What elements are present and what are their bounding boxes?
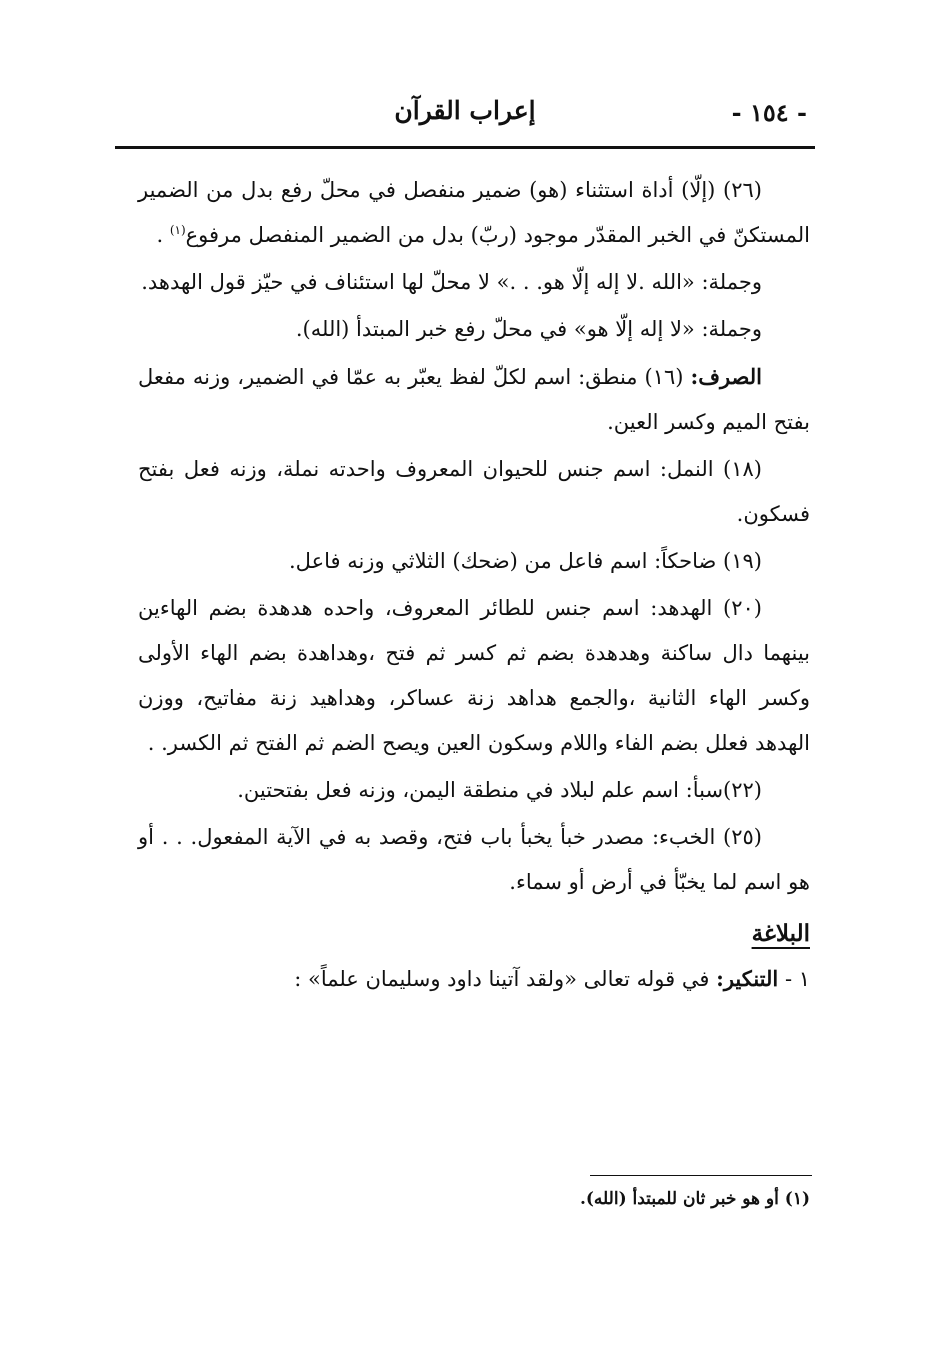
page-number: - ١٥٤ - <box>731 98 807 127</box>
paragraph-sarf-25: (٢٥) الخبء: مصدر خبأ يخبأ باب فتح، وقصد به في الآية المفعول. . . أو هو اسم لما يخبّأ في أرض أو سماء. <box>138 825 810 894</box>
page-body <box>138 168 810 1004</box>
paragraph-text: (١٦) منطق: اسم لكلّ لفظ يعبّر به عمّا في الضمير، وزنه مفعل بفتح الميم وكسر العين. <box>138 365 810 434</box>
paragraph-text: (٢٦) (إلّا) أداة استثناء (هو) ضمير منفصل في محلّ رفع بدل من الضمير المستكنّ في الخبر المقدّر موجود (ربّ) بدل من الضمير المنفصل مرفوع <box>138 178 810 247</box>
item-text: في قوله تعالى «ولقد آتينا داود وسليمان علماً» : <box>294 967 717 991</box>
page-header <box>115 92 815 144</box>
paragraph-irab-26 <box>138 168 810 258</box>
section-title-balagha: البلاغة <box>751 920 810 947</box>
balagha-item-1 <box>138 956 810 1002</box>
paragraph-sarf-16 <box>138 354 810 445</box>
item-number: ١ - <box>784 967 810 991</box>
paragraph-sarf-22: (٢٢)سبأ: اسم علم لبلاد في منطقة اليمن، وزنه فعل بفتحتين. <box>237 778 762 802</box>
footnote-reference: (١) <box>169 223 186 237</box>
header-rule <box>115 146 815 149</box>
running-title: إعراب القرآن <box>394 96 536 125</box>
footnote: (١) أو هو خبر ثان للمبتدأ (الله). <box>579 1189 810 1209</box>
paragraph-sarf-18: (١٨) النمل: اسم جنس للحيوان المعروف واحدته نملة، وزنه فعل بفتح فسكون. <box>138 457 810 526</box>
paragraph-sarf-20: (٢٠) الهدهد: اسم جنس للطائر المعروف، واحده هدهدة بضم الهاءين بينهما دال ساكنة وهدهدة بضم ثم كسر ثم فتح ،وهداهدة بضم الهاء الأولى وكسر الهاء الثانية ،والجمع هداهد زنة عساكر، وهداهيد زنة مفاتيح، ووزن الهدهد فعلل بضم الفاء واللام وسكون العين ويصح الضم ثم الفتح ثم الكسر. . <box>138 596 810 755</box>
paragraph-sarf-19: (١٩) ضاحكاً: اسم فاعل من (ضحك) الثلاثي وزنه فاعل. <box>288 549 762 573</box>
sarf-label: الصرف: <box>690 364 762 389</box>
item-label: التنكير: <box>716 966 779 991</box>
footnote-rule <box>590 1175 812 1176</box>
paragraph-end: . <box>156 223 164 247</box>
paragraph-jumla-1: وجملة: «الله .لا إله إلّا هو. . .» لا محلّ لها استئناف في حيّز قول الهدهد. <box>141 270 762 294</box>
paragraph-jumla-2: وجملة: «لا إله إلّا هو» في محلّ رفع خبر المبتدأ (الله). <box>295 317 762 341</box>
